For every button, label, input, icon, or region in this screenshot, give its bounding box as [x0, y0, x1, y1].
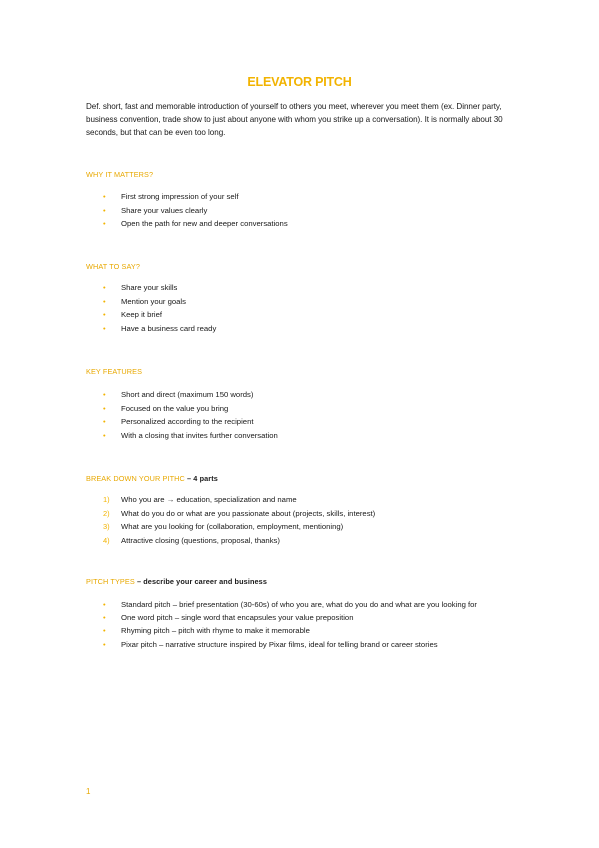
bullet-icon: •	[103, 613, 106, 623]
list-item: • Have a business card ready	[103, 322, 216, 336]
list-item: • Focused on the value you bring	[103, 402, 278, 416]
section-heading-what: WHAT TO SAY?	[86, 262, 141, 271]
list-what	[103, 281, 216, 335]
list-number: 3)	[103, 522, 110, 532]
intro-paragraph: Def. short, fast and memorable introduction of yourself to others you meet, wherever you meet them (ex. Dinner party, business convention, trade show to just about anyone with whom you strike up a conversation). It is normally about 30 seconds, but that can be even too long.	[86, 102, 503, 137]
list-item: • Share your skills	[103, 281, 216, 295]
list-item: • One word pitch – single word that encapsules your value preposition	[103, 611, 516, 624]
list-item: • Short and direct (maximum 150 words)	[103, 388, 278, 402]
list-item: 2) What do you do or what are you passionate about (projects, skills, interest)	[103, 507, 375, 521]
bullet-icon: •	[103, 283, 106, 292]
list-item: • Rhyming pitch – pitch with rhyme to make it memorable	[103, 624, 516, 637]
bullet-icon: •	[103, 639, 106, 649]
list-pitch-types	[103, 598, 516, 651]
page-number: 1	[86, 787, 91, 796]
list-item: • With a closing that invites further conversation	[103, 429, 278, 443]
list-number: 2)	[103, 508, 110, 518]
bullet-icon: •	[103, 430, 106, 440]
bullet-icon: •	[103, 323, 106, 333]
list-item: • Share your values clearly	[103, 204, 288, 218]
bullet-icon: •	[103, 296, 106, 306]
bullet-icon: •	[103, 219, 106, 229]
page-title: ELEVATOR PITCH	[247, 75, 352, 89]
bullet-icon: •	[103, 390, 106, 399]
section-heading-features: KEY FEATURES	[86, 367, 143, 376]
section-heading-breakdown: BREAK DOWN YOUR PITHC – 4 parts	[86, 474, 218, 483]
bullet-icon: •	[103, 417, 106, 427]
bullet-icon: •	[103, 192, 106, 201]
list-item: • Pixar pitch – narrative structure inspired by Pixar films, ideal for telling brand or career stories	[103, 638, 516, 651]
list-item: 1) Who you are → education, specialization and name	[103, 493, 375, 507]
bullet-icon: •	[103, 626, 106, 636]
bullet-icon: •	[103, 205, 106, 215]
list-item: • Mention your goals	[103, 295, 216, 309]
list-features	[103, 388, 278, 442]
list-item: • Keep it brief	[103, 308, 216, 322]
bullet-icon: •	[103, 600, 106, 609]
list-item: 4) Attractive closing (questions, proposal, thanks)	[103, 534, 375, 548]
list-item: • Personalized according to the recipient	[103, 415, 278, 429]
list-number: 4)	[103, 535, 110, 545]
list-item: • Standard pitch – brief presentation (30-60s) of who you are, what do you do and what are you looking for	[103, 598, 516, 611]
bullet-icon: •	[103, 310, 106, 320]
bullet-icon: •	[103, 403, 106, 413]
list-item: • First strong impression of your self	[103, 190, 288, 204]
list-number: 1)	[103, 495, 110, 504]
list-item: • Open the path for new and deeper conversations	[103, 217, 288, 231]
section-heading-why: WHY IT MATTERS?	[86, 170, 154, 179]
section-heading-pitch-types: PITCH TYPES – describe your career and business	[86, 577, 267, 586]
list-why	[103, 190, 288, 231]
list-item: 3) What are you looking for (collaboration, employment, mentioning)	[103, 520, 375, 534]
list-breakdown	[103, 493, 375, 547]
